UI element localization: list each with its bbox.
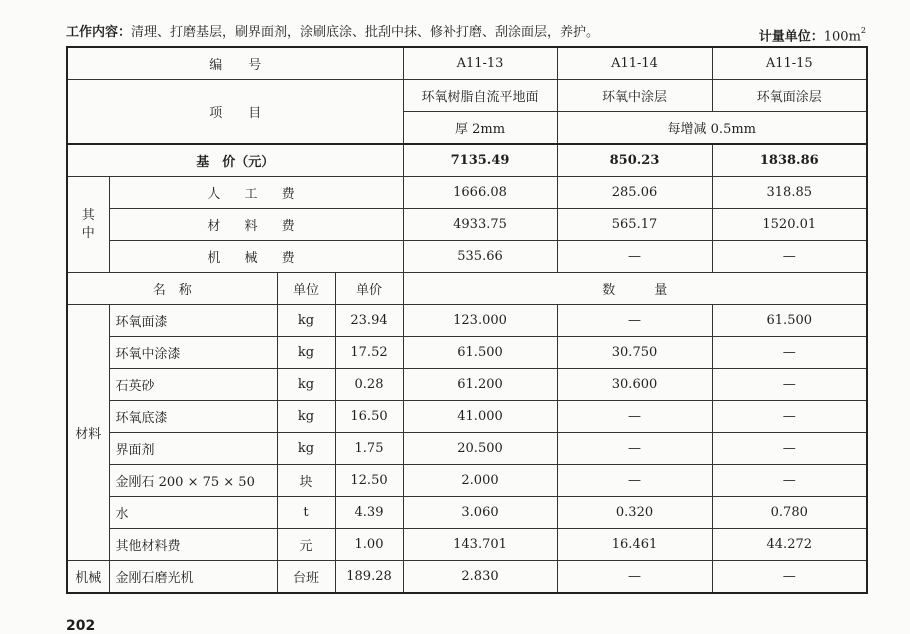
labor-cell: 318.85 bbox=[712, 177, 867, 209]
resource-unit: t bbox=[277, 497, 335, 529]
resource-price: 0.28 bbox=[335, 369, 403, 401]
page-number: 202 bbox=[66, 618, 96, 634]
machine-fee-cell: — bbox=[557, 241, 712, 273]
item-row bbox=[67, 80, 867, 112]
resource-qty: — bbox=[712, 433, 867, 465]
code-row bbox=[67, 47, 867, 80]
resource-qty: 16.461 bbox=[557, 529, 712, 561]
resource-price: 1.00 bbox=[335, 529, 403, 561]
item-label: 项 目 bbox=[67, 80, 403, 145]
resource-unit: 块 bbox=[277, 465, 335, 497]
resource-qty: 44.272 bbox=[712, 529, 867, 561]
resource-name: 石英砂 bbox=[109, 369, 277, 401]
work-content-label: 工作内容： bbox=[66, 25, 132, 40]
col-name-header: 名 称 bbox=[67, 273, 277, 305]
resource-row bbox=[67, 369, 867, 401]
base-price-cell: 1838.86 bbox=[712, 144, 867, 177]
resource-row bbox=[67, 561, 867, 594]
resource-qty: — bbox=[557, 305, 712, 337]
measurement-unit bbox=[759, 22, 866, 48]
resource-qty: 30.600 bbox=[557, 369, 712, 401]
resource-qty: — bbox=[557, 401, 712, 433]
resource-price: 17.52 bbox=[335, 337, 403, 369]
work-content bbox=[66, 22, 599, 44]
resource-name: 金刚石 200 × 75 × 50 bbox=[109, 465, 277, 497]
resource-qty: — bbox=[712, 465, 867, 497]
resource-qty: — bbox=[557, 465, 712, 497]
resource-row bbox=[67, 529, 867, 561]
resource-qty: 2.000 bbox=[403, 465, 557, 497]
code-label: 编 号 bbox=[67, 47, 403, 80]
base-price-cell: 850.23 bbox=[557, 144, 712, 177]
col-qty-header: 数 量 bbox=[403, 273, 867, 305]
resource-name: 界面剂 bbox=[109, 433, 277, 465]
resource-price: 1.75 bbox=[335, 433, 403, 465]
resource-qty: 143.701 bbox=[403, 529, 557, 561]
base-price-label: 基 价（元） bbox=[67, 144, 403, 177]
material-fee-row bbox=[67, 209, 867, 241]
resource-name: 环氧底漆 bbox=[109, 401, 277, 433]
machine-fee-row bbox=[67, 241, 867, 273]
resource-unit: kg bbox=[277, 337, 335, 369]
resource-qty: 61.200 bbox=[403, 369, 557, 401]
labor-cell: 1666.08 bbox=[403, 177, 557, 209]
labor-cell: 285.06 bbox=[557, 177, 712, 209]
material-fee-cell: 565.17 bbox=[557, 209, 712, 241]
resource-unit: kg bbox=[277, 401, 335, 433]
resource-name: 环氧中涂漆 bbox=[109, 337, 277, 369]
work-content-text: 清理、打磨基层，刷界面剂，涂刷底涂、批刮中抹、修补打磨、刮涂面层，养护。 bbox=[131, 25, 600, 40]
work-content-header bbox=[66, 22, 866, 44]
base-price-row bbox=[67, 144, 867, 177]
machine-fee-cell: — bbox=[712, 241, 867, 273]
resource-qty: 0.780 bbox=[712, 497, 867, 529]
spec-cell: 厚 2mm bbox=[403, 112, 557, 145]
resource-group-label: 材料 bbox=[67, 305, 109, 561]
material-fee-cell: 1520.01 bbox=[712, 209, 867, 241]
machine-fee-label: 机 械 费 bbox=[109, 241, 403, 273]
item-cell: 环氧树脂自流平地面 bbox=[403, 80, 557, 112]
resource-price: 16.50 bbox=[335, 401, 403, 433]
resource-qty: 30.750 bbox=[557, 337, 712, 369]
resource-unit: kg bbox=[277, 305, 335, 337]
resource-price: 12.50 bbox=[335, 465, 403, 497]
resource-group-label: 机械 bbox=[67, 561, 109, 594]
resource-price: 4.39 bbox=[335, 497, 403, 529]
col-unit-header: 单位 bbox=[277, 273, 335, 305]
resource-row bbox=[67, 433, 867, 465]
among-label-text: 其中 bbox=[81, 207, 95, 241]
resource-price: 23.94 bbox=[335, 305, 403, 337]
machine-fee-cell: 535.66 bbox=[403, 241, 557, 273]
among-label bbox=[67, 177, 109, 273]
unit-label: 计量单位： bbox=[758, 29, 824, 45]
resource-name: 水 bbox=[109, 497, 277, 529]
resource-qty: — bbox=[557, 433, 712, 465]
resource-qty: — bbox=[712, 561, 867, 594]
resource-unit: kg bbox=[277, 369, 335, 401]
resource-qty: 3.060 bbox=[403, 497, 557, 529]
labor-label: 人 工 费 bbox=[109, 177, 403, 209]
resource-row bbox=[67, 337, 867, 369]
col-price-header: 单价 bbox=[335, 273, 403, 305]
labor-row bbox=[67, 177, 867, 209]
resource-qty: 123.000 bbox=[403, 305, 557, 337]
resource-qty: — bbox=[712, 369, 867, 401]
material-fee-label: 材 料 费 bbox=[109, 209, 403, 241]
resource-qty: 61.500 bbox=[403, 337, 557, 369]
code-cell: A11-14 bbox=[557, 47, 712, 80]
code-cell: A11-15 bbox=[712, 47, 867, 80]
resource-row bbox=[67, 465, 867, 497]
resource-unit: kg bbox=[277, 433, 335, 465]
resource-qty: — bbox=[712, 401, 867, 433]
item-cell: 环氧中涂层 bbox=[557, 80, 712, 112]
resource-unit: 元 bbox=[277, 529, 335, 561]
column-header-row bbox=[67, 273, 867, 305]
resource-row bbox=[67, 401, 867, 433]
resource-name: 环氧面漆 bbox=[109, 305, 277, 337]
resource-qty: — bbox=[712, 337, 867, 369]
material-fee-cell: 4933.75 bbox=[403, 209, 557, 241]
spec-cell: 每增减 0.5mm bbox=[557, 112, 867, 145]
resource-qty: 2.830 bbox=[403, 561, 557, 594]
resource-name: 其他材料费 bbox=[109, 529, 277, 561]
resource-name: 金刚石磨光机 bbox=[109, 561, 277, 594]
base-price-cell: 7135.49 bbox=[403, 144, 557, 177]
resource-qty: 61.500 bbox=[712, 305, 867, 337]
resource-row bbox=[67, 497, 867, 529]
code-cell: A11-13 bbox=[403, 47, 557, 80]
quota-table bbox=[66, 46, 868, 594]
unit-superscript: 2 bbox=[860, 26, 866, 35]
resource-qty: 0.320 bbox=[557, 497, 712, 529]
resource-row bbox=[67, 305, 867, 337]
resource-qty: 41.000 bbox=[403, 401, 557, 433]
resource-price: 189.28 bbox=[335, 561, 403, 594]
item-cell: 环氧面涂层 bbox=[712, 80, 867, 112]
resource-unit: 台班 bbox=[277, 561, 335, 594]
resource-qty: 20.500 bbox=[403, 433, 557, 465]
unit-value: 100m bbox=[823, 29, 861, 45]
resource-qty: — bbox=[557, 561, 712, 594]
